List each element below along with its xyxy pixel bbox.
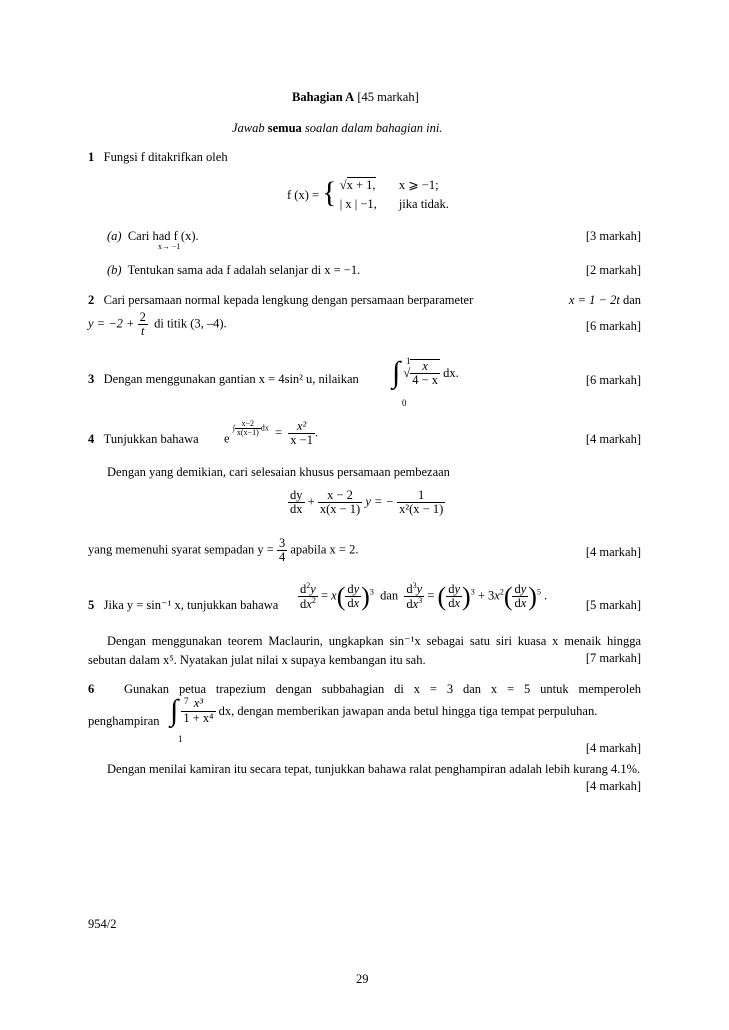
piecewise-function: f (x) = { √x + 1, x ⩾ −1; | x | −1, jika tidak. — [287, 176, 449, 212]
q5-marks-2: [7 markah] — [585, 651, 641, 665]
q1-b-marks: [2 markah] — [585, 263, 641, 277]
q4-line-2: Dengan yang demikian, cari selesaian khusus persamaan pembezaan — [107, 465, 450, 479]
question-4: 4 Tunjukkan bahawa — [88, 432, 199, 446]
q3-marks: [6 markah] — [585, 373, 641, 387]
q2-marks: [6 markah] — [585, 319, 641, 333]
q6-marks: [4 markah] — [585, 741, 641, 755]
q5-identities: $\frac{d^2y}{dx^2}$ = x( $\frac{dy}{dx}$ )$^3$ dan $\frac{d^3y}{dx^3}$ = ( $\frac{dy}{dx}$ )$^3 + 3x^2$( $\frac{dy}{dx}$ )$^5$ . — [300, 581, 548, 612]
question-1 — [88, 150, 228, 164]
question-3: 3 Dengan menggunakan gantian x = 4sin² u, nilaikan — [88, 372, 359, 386]
q6-paragraph: Dengan menilai kamiran itu secara tepat, tunjukkan bahawa ralat penghampiran adalah lebih kurang 4.1%. — [107, 762, 641, 776]
q5-marks: [5 markah] — [585, 598, 641, 612]
q4-marks: [4 markah] — [585, 432, 641, 446]
q4-boundary-condition: yang memenuhi syarat sempadan y = $\frac{3}{4}$ apabila x = 2. — [88, 536, 359, 565]
question-number: 1 — [88, 150, 95, 164]
section-instruction: Jawab semua soalan dalam bahagian ini. — [232, 121, 443, 135]
q3-integral: ∫ 1 0 √ $\frac{x}{4 - x}$ dx. — [392, 356, 459, 408]
q6-line-2: penghampiran — [88, 714, 160, 728]
paper-code: 954/2 — [88, 917, 117, 931]
question-6: 6 Gunakan petua trapezium dengan subbahagian di x = 3 dan x = 5 untuk memperoleh — [88, 682, 641, 696]
differential-equation: $\frac{dy}{dx}$ + $\frac{x - 2}{x(x - 1)}$ y = − $\frac{1}{\text{x²(x − 1)}}$ — [290, 488, 444, 517]
section-title: Bahagian A [45 markah] — [292, 90, 419, 104]
q2-line-2: y = −2 + $\frac{2}{t}$ di titik (3, –4). — [88, 310, 227, 339]
q1-a-marks: [3 markah] — [585, 229, 641, 243]
q6-integral: ∫ 7 1 $\frac{\text{x³}}{\text{1 + x⁴}}$ dx, dengan memberikan jawapan anda betul hingga tiga tempat perpuluhan. — [170, 694, 598, 744]
q1-limit-subscript: x→ −1 — [158, 242, 181, 251]
q6-marks-2: [4 markah] — [585, 779, 641, 793]
question-5: 5 Jika y = sin⁻¹ x, tunjukkan bahawa — [88, 598, 279, 612]
q1-part-b: (b) Tentukan sama ada f adalah selanjar di x = −1. — [107, 263, 361, 277]
q1-part-a: (a) Cari had f (x). — [107, 229, 199, 243]
q4-expression: e ∫ $\frac{x-2}{x(x-1)}$ dx = $\frac{\text{x²}}{x -1}$ . — [224, 419, 319, 448]
q4-marks-2: [4 markah] — [585, 545, 641, 559]
q5-paragraph: Dengan menggunakan teorem Maclaurin, ungkapkan sin⁻¹x sebagai satu siri kuasa x menaik hingga sebutan dalam x⁵. Nyatakan julat nilai x supaya kembangan itu sah. — [88, 634, 641, 667]
question-2: 2 Cari persamaan normal kepada lengkung dengan persamaan berparameter x = 1 − 2t dan — [88, 293, 641, 307]
question-text: Fungsi f ditakrifkan oleh — [103, 150, 228, 164]
page-number: 29 — [356, 972, 369, 986]
